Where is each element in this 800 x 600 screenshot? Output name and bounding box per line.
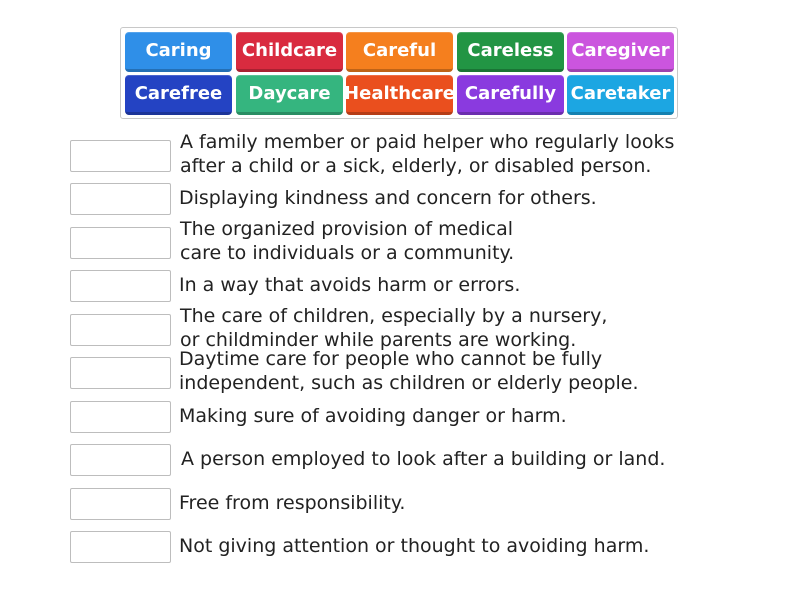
definition-line: or childminder while parents are working. bbox=[180, 329, 577, 351]
definition-line: care to individuals or a community. bbox=[180, 242, 515, 264]
word-tile-caregiver[interactable]: Caregiver bbox=[567, 32, 674, 72]
definition-line: The organized provision of medical bbox=[180, 218, 514, 240]
word-tile-carefree[interactable]: Carefree bbox=[125, 75, 232, 115]
definition-text bbox=[179, 186, 597, 210]
answer-drop-box[interactable] bbox=[70, 401, 171, 433]
answer-drop-box[interactable] bbox=[70, 140, 171, 172]
answer-drop-box[interactable] bbox=[70, 227, 171, 259]
answer-drop-box[interactable] bbox=[70, 314, 171, 346]
definition-text bbox=[179, 491, 405, 515]
definition-text bbox=[179, 404, 567, 428]
definition-line: after a child or a sick, elderly, or disabled person. bbox=[180, 155, 652, 177]
definition-text bbox=[179, 347, 639, 395]
word-tile-daycare[interactable]: Daycare bbox=[236, 75, 343, 115]
definition-text bbox=[180, 130, 674, 178]
answer-drop-box[interactable] bbox=[70, 531, 171, 563]
answer-drop-box[interactable] bbox=[70, 183, 171, 215]
definition-line: A family member or paid helper who regularly looks bbox=[180, 131, 675, 153]
word-tile-carefully[interactable]: Carefully bbox=[457, 75, 564, 115]
word-tile-childcare[interactable]: Childcare bbox=[236, 32, 343, 72]
word-tile-caring[interactable]: Caring bbox=[125, 32, 232, 72]
answer-drop-box[interactable] bbox=[70, 357, 171, 389]
word-tile-careful[interactable]: Careful bbox=[346, 32, 453, 72]
definition-text bbox=[181, 447, 665, 471]
definition-text bbox=[179, 534, 649, 558]
definition-line: Free from responsibility. bbox=[179, 492, 406, 514]
answer-drop-box[interactable] bbox=[70, 488, 171, 520]
definition-line: Not giving attention or thought to avoiding harm. bbox=[179, 535, 650, 557]
definition-line: In a way that avoids harm or errors. bbox=[179, 274, 521, 296]
word-tile-careless[interactable]: Careless bbox=[457, 32, 564, 72]
definition-text bbox=[179, 273, 520, 297]
definition-line: independent, such as children or elderly people. bbox=[179, 372, 639, 394]
definition-line: The care of children, especially by a nursery, bbox=[180, 305, 608, 327]
definition-line: A person employed to look after a building or land. bbox=[181, 448, 666, 470]
definition-line: Daytime care for people who cannot be fully bbox=[179, 348, 603, 370]
definition-text bbox=[180, 217, 514, 265]
word-tile-caretaker[interactable]: Caretaker bbox=[567, 75, 674, 115]
word-tile-healthcare[interactable]: Healthcare bbox=[346, 75, 453, 115]
definition-text bbox=[180, 304, 607, 352]
answer-drop-box[interactable] bbox=[70, 444, 171, 476]
definition-line: Displaying kindness and concern for others. bbox=[179, 187, 597, 209]
answer-drop-box[interactable] bbox=[70, 270, 171, 302]
definition-line: Making sure of avoiding danger or harm. bbox=[179, 405, 567, 427]
